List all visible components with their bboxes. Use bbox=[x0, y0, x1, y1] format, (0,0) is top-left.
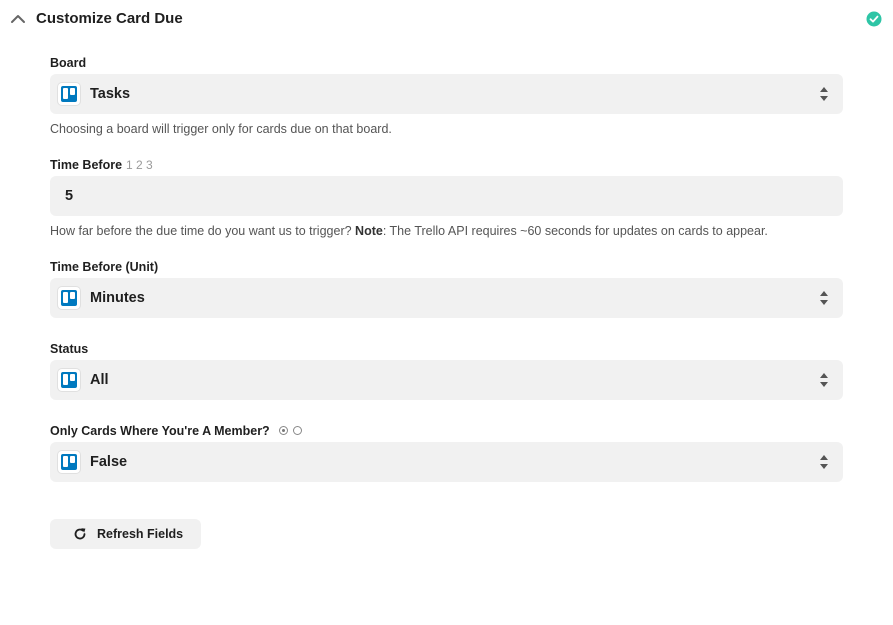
refresh-icon bbox=[73, 527, 87, 541]
select-arrows-icon bbox=[819, 372, 829, 388]
member-select[interactable] bbox=[50, 442, 843, 482]
time-before-label: Time Before 1 2 3 bbox=[50, 158, 153, 172]
board-help-text: Choosing a board will trigger only for cards due on that board. bbox=[50, 122, 392, 136]
board-select[interactable] bbox=[50, 74, 843, 114]
time-before-input-value: 5 bbox=[65, 188, 74, 204]
trello-icon bbox=[58, 83, 80, 105]
select-arrows-icon bbox=[819, 86, 829, 102]
refresh-fields-button[interactable] bbox=[50, 519, 201, 549]
time-before-label-extra: 1 2 3 bbox=[126, 158, 153, 172]
trello-icon bbox=[58, 451, 80, 473]
radio-custom-mode[interactable] bbox=[293, 426, 302, 435]
status-select[interactable] bbox=[50, 360, 843, 400]
member-select-value: False bbox=[90, 454, 128, 470]
member-label: Only Cards Where You're A Member? bbox=[50, 423, 307, 440]
time-unit-label: Time Before (Unit) bbox=[50, 260, 159, 274]
section-header[interactable] bbox=[0, 0, 893, 38]
chevron-up-icon[interactable] bbox=[10, 12, 26, 24]
trello-icon bbox=[58, 369, 80, 391]
board-select-value: Tasks bbox=[90, 86, 131, 102]
select-arrows-icon bbox=[819, 454, 829, 470]
time-unit-select-value: Minutes bbox=[90, 290, 145, 306]
select-arrows-icon bbox=[819, 290, 829, 306]
check-circle-icon bbox=[866, 11, 882, 27]
mode-toggle[interactable] bbox=[279, 424, 307, 440]
refresh-fields-label: Refresh Fields bbox=[97, 527, 184, 541]
time-before-help-text: How far before the due time do you want us to trigger? Note: The Trello API requires ~60 seconds for updates on cards to appear. bbox=[50, 224, 768, 238]
radio-dropdown-mode[interactable] bbox=[279, 426, 288, 435]
time-before-input[interactable] bbox=[50, 176, 843, 216]
section-title: Customize Card Due bbox=[36, 10, 183, 27]
board-label: Board bbox=[50, 56, 87, 70]
status-label: Status bbox=[50, 342, 89, 356]
trello-icon bbox=[58, 287, 80, 309]
status-select-value: All bbox=[90, 372, 109, 388]
time-unit-select[interactable] bbox=[50, 278, 843, 318]
